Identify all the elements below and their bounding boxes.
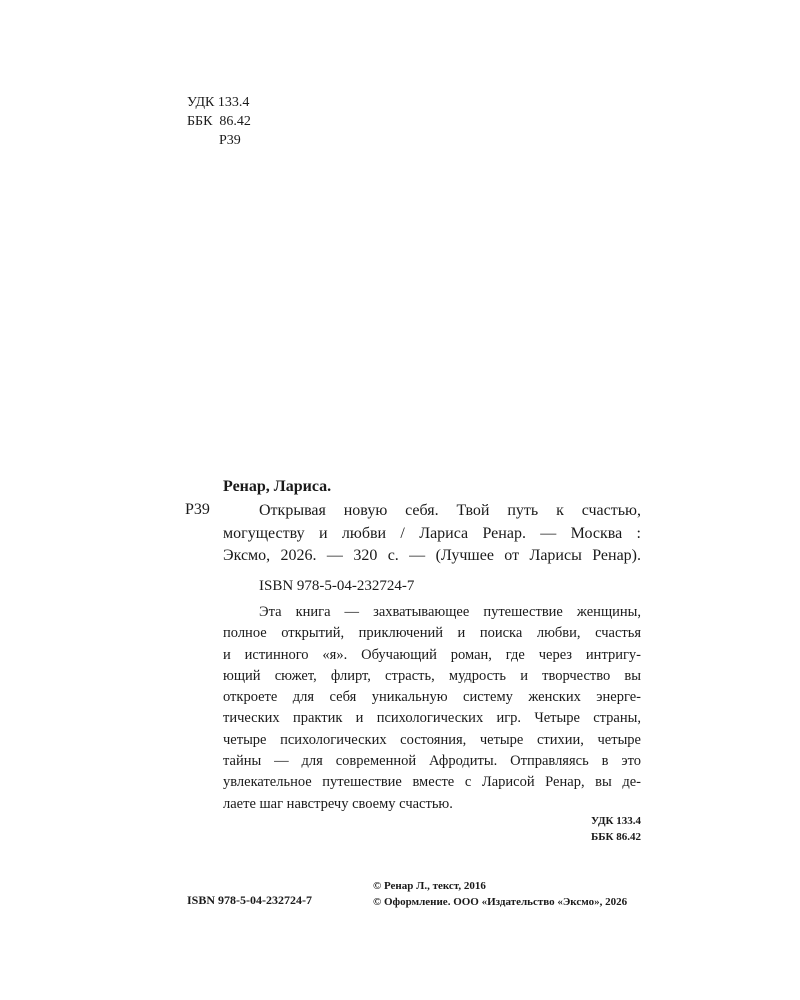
bbk-code-bottom: ББК 86.42	[590, 831, 641, 843]
catalog-author-mark: Р39	[185, 501, 210, 518]
annotation-line: тических практик и психологических игр. Четыре страны,	[223, 710, 641, 727]
annotation-line: Эта книга — захватывающее путешествие женщины,	[259, 604, 641, 620]
annotation-line: увлекательное путешествие вместе с Ларисой Ренар, вы де-	[223, 774, 641, 791]
annotation-line: ющий сюжет, флирт, страсть, мудрость и творчество вы	[223, 667, 641, 684]
annotation-line: откроете для себя уникальную систему женских энерге-	[223, 689, 641, 706]
copyright-design: © Оформление. ООО «Издательство «Эксмо», 2026	[373, 896, 628, 908]
description-line: Открывая новую себя. Твой путь к счастью,	[259, 502, 641, 519]
catalog-isbn: ISBN 978-5-04-232724-7	[259, 578, 415, 594]
bbk-code: ББК 86.42	[187, 114, 251, 129]
author-mark-top: Р39	[219, 133, 241, 148]
description-line: могуществу и любви / Лариса Ренар. — Москва :	[223, 524, 641, 542]
udk-code-bottom: УДК 133.4	[590, 815, 641, 827]
annotation-line: лаете шаг навстречу своему счастью.	[223, 795, 453, 812]
copyright-text: © Ренар Л., текст, 2016	[373, 880, 486, 892]
annotation-line: и истинного «я». Обучающий роман, где через интригу-	[223, 646, 641, 663]
classification-codes-top	[187, 93, 251, 150]
udk-code: УДК 133.4	[187, 95, 250, 110]
copyright-block	[373, 878, 627, 910]
classification-codes-bottom	[591, 813, 641, 845]
footer-isbn: ISBN 978-5-04-232724-7	[187, 893, 312, 907]
annotation-line: полное открытий, приключений и поиска любви, счастья	[223, 625, 641, 642]
description-line: Эксмо, 2026. — 320 с. — (Лучшее от Ларисы Ренар).	[223, 547, 641, 564]
catalog-author: Ренар, Лариса.	[223, 478, 332, 495]
annotation-line: тайны — для современной Афродиты. Отправляясь в это	[223, 753, 641, 770]
annotation-line: четыре психологических состояния, четыре стихии, четыре	[223, 731, 641, 748]
book-annotation	[223, 602, 641, 815]
bibliographic-description	[223, 500, 641, 568]
